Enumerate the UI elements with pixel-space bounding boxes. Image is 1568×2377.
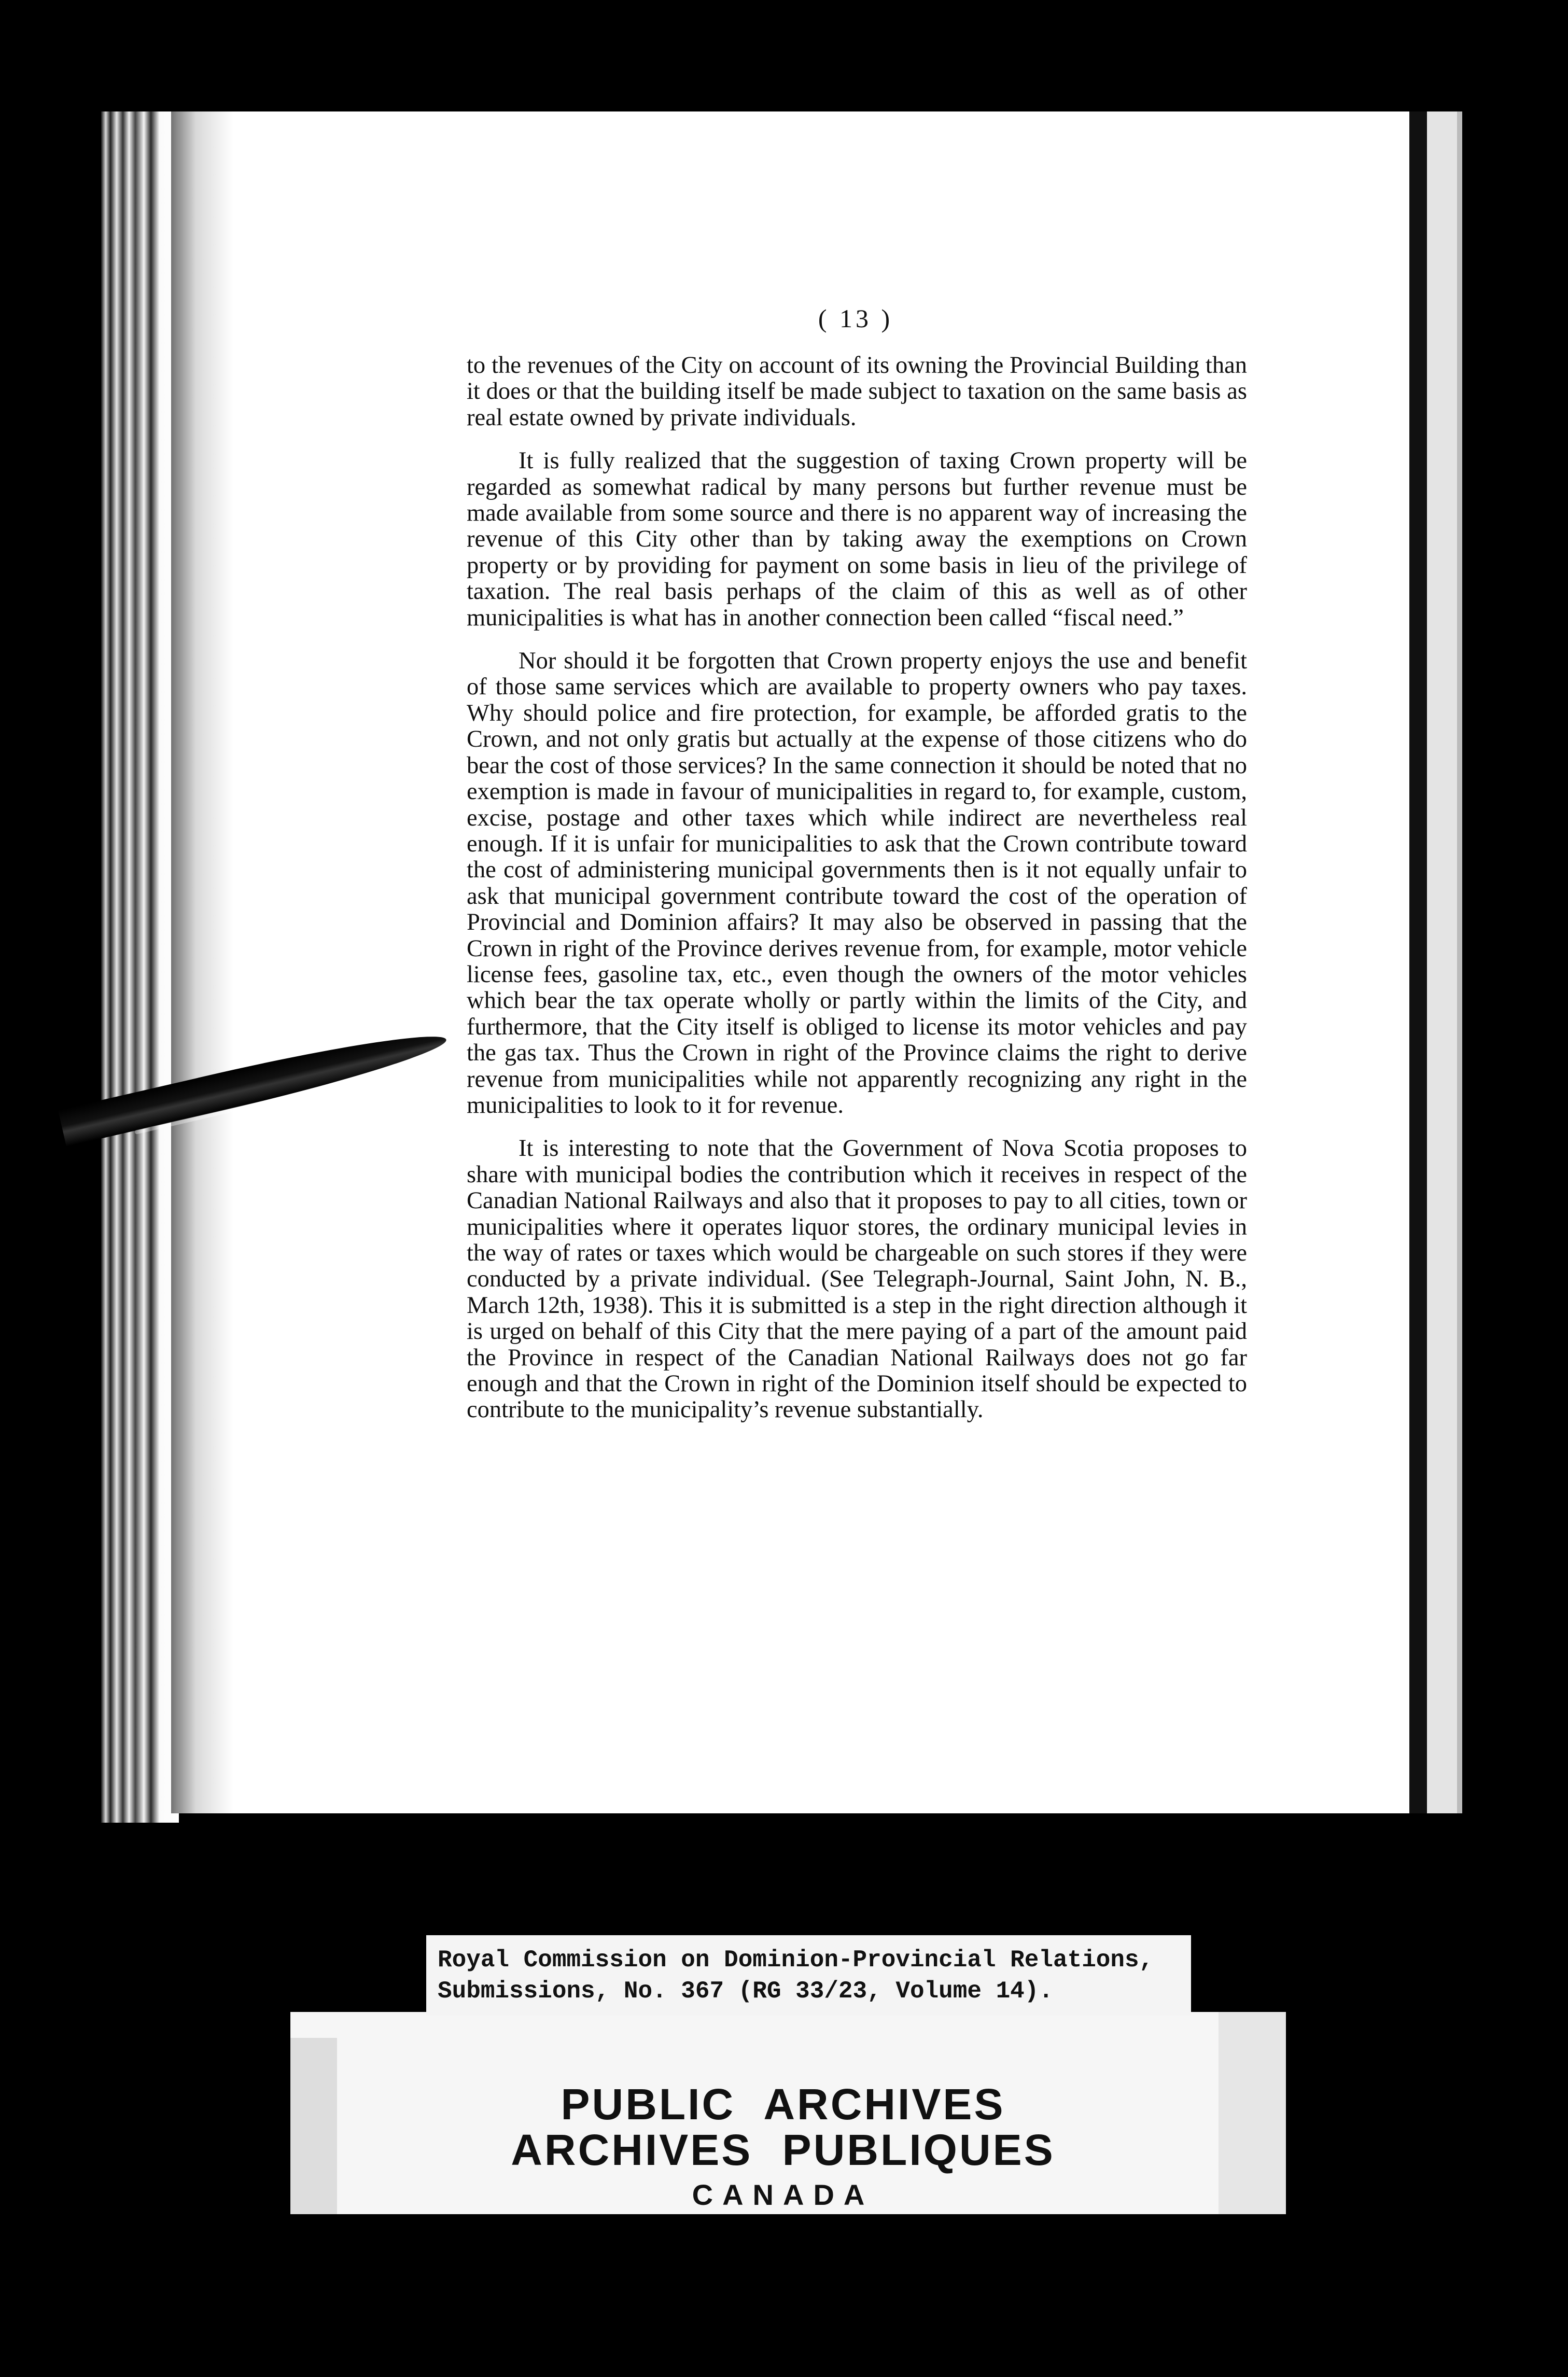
paragraph: It is fully realized that the suggestion of taxing Crown property will be regarded as somewhat radical by many persons but further revenue must be made available from some source and there is no apparent way of increasing the revenue of this City other than by taking away the exemptions on Crown property or by providing for payment on some basis in lieu of the privilege of taxation. The real basis perhaps of the claim of this as well as of other municipalities is what has in another connection been called “fiscal need.” (467, 448, 1247, 631)
stamp-card-fold-left (290, 2038, 337, 2214)
page-stack-edges (101, 111, 179, 1823)
facing-page-strip (1427, 111, 1457, 1813)
stamp-line-archives-publiques: ARCHIVES PUBLIQUES (511, 2126, 1055, 2174)
paragraph: It is interesting to note that the Government of Nova Scotia proposes to share with municipal bodies the contribution which it receives in respect of the Canadian National Railways and also that it proposes to pay to all cities, town or municipalities where it operates liquor stores, the ordinary municipal levies in the way of rates or taxes which would be chargeable on such stores if they were conducted by a private individual. (See Telegraph-Journal, Saint John, N. B., March 12th, 1938). This it is submitted is a step in the right direction although it is urged on behalf of this City that the mere paying of a part of the amount paid the Province in respect of the Canadian National Railways does not go far enough and that the Crown in right of the Dominion itself should be expected to contribute to the municipality’s revenue substantially. (467, 1135, 1247, 1423)
stamp-line-public-archives: PUBLIC ARCHIVES (561, 2080, 1005, 2129)
reference-line-2: Submissions, No. 367 (RG 33/23, Volume 14). (438, 1978, 1053, 2005)
archive-reference-label (426, 1935, 1191, 2016)
paragraph: to the revenues of the City on account of its owning the Provincial Building than it does or that the building itself be made subject to taxation on the same basis as real estate owned by private individuals. (467, 352, 1247, 431)
binding-shadow (1409, 111, 1427, 1813)
facing-page-edge (1457, 111, 1462, 1813)
reference-line-1: Royal Commission on Dominion-Provincial Relations, (438, 1947, 1154, 1974)
stamp-card-fold-right (1219, 2012, 1286, 2214)
body-text (467, 353, 1247, 1441)
page-number: ( 13 ) (818, 304, 893, 333)
stamp-line-canada: CANADA (692, 2178, 874, 2211)
paragraph: Nor should it be forgotten that Crown property enjoys the use and benefit of those same services which are available to property owners who pay taxes. Why should police and fire protection, for example, be afforded gratis to the Crown, and not only gratis but actually at the expense of those citizens who do bear the cost of those services? In the same connection it should be noted that no exemption is made in favour of municipalities in regard to, for example, custom, excise, postage and other taxes which while indirect are nevertheless real enough. If it is unfair for municipalities to ask that the Crown contribute toward the cost of administering municipal governments then is it not equally unfair to ask that municipal government contribute toward the cost of the operation of Provincial and Dominion affairs? It may also be observed in passing that the Crown in right of the Province derives revenue from, for example, motor vehicle license fees, gasoline tax, etc., even though the owners of the motor vehicles which bear the tax operate wholly or partly within the limits of the City, and furthermore, that the City itself is obliged to license its motor vehicles and pay the gas tax. Thus the Crown in right of the Province claims the right to derive revenue from municipalities while not apparently recognizing any right in the municipalities to look to it for revenue. (467, 648, 1247, 1118)
